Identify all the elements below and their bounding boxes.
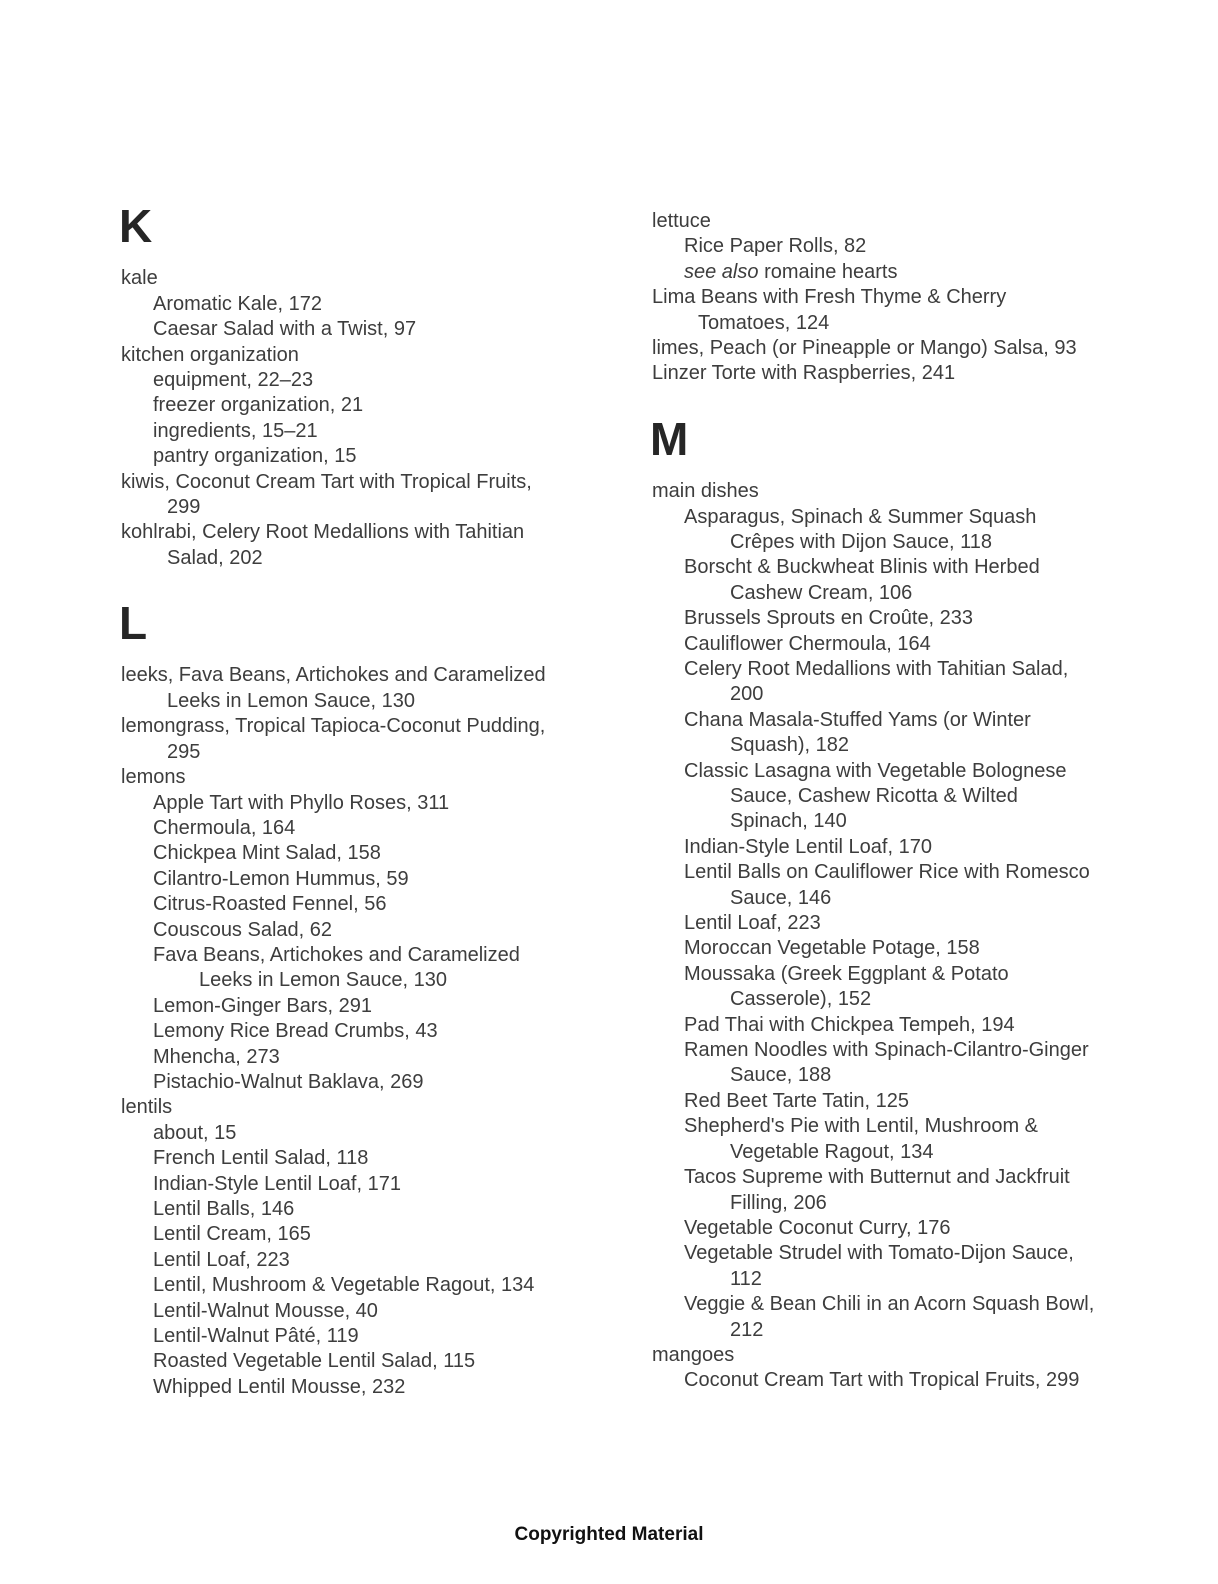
index-subentry: Couscous Salad, 62 xyxy=(153,918,333,941)
index-subentry: Roasted Vegetable Lentil Salad, 115 xyxy=(153,1350,476,1373)
index-subentry: Caesar Salad with a Twist, 97 xyxy=(153,318,417,341)
index-subentry: Rice Paper Rolls, 82 xyxy=(684,235,867,258)
index-subentry: Chermoula, 164 xyxy=(153,816,296,839)
index-subentry: Asparagus, Spinach & Summer Squash Crêpes with Dijon Sauce, 118 xyxy=(684,505,1037,553)
index-subentry: Lentil Balls, 146 xyxy=(153,1198,295,1220)
index-entry: lemons xyxy=(121,766,186,789)
index-subentry: Chana Masala-Stuffed Yams (or Winter Squash), 182 xyxy=(684,708,1031,757)
index-subentry: Fava Beans, Artichokes and Caramelized Leeks in Lemon Sauce, 130 xyxy=(153,943,520,992)
index-subentry: pantry organization, 15 xyxy=(153,445,357,468)
index-subentry: Mhencha, 273 xyxy=(153,1045,280,1068)
index-subentry: Tacos Supreme with Butternut and Jackfruit Filling, 206 xyxy=(684,1166,1070,1214)
index-subentry: Red Beet Tarte Tatin, 125 xyxy=(684,1089,909,1112)
index-subentry: Shepherd's Pie with Lentil, Mushroom & Vegetable Ragout, 134 xyxy=(684,1115,1038,1163)
index-subentry: Lentil Loaf, 223 xyxy=(684,912,821,935)
section-letter-heading: L xyxy=(119,597,148,650)
index-subentry: Moussaka (Greek Eggplant & Potato Casserole), 152 xyxy=(684,962,1009,1011)
index-subentry: Pistachio-Walnut Baklava, 269 xyxy=(153,1070,424,1093)
index-subentry: French Lentil Salad, 118 xyxy=(153,1147,369,1170)
entry-text: romaine hearts xyxy=(764,260,898,283)
index-entry: lettuce xyxy=(652,210,711,232)
index-subentry: ingredients, 15–21 xyxy=(153,419,318,442)
index-subentry: Indian-Style Lentil Loaf, 170 xyxy=(684,835,932,858)
index-subentry: Vegetable Coconut Curry, 176 xyxy=(684,1216,951,1239)
index-subentry: Lentil Loaf, 223 xyxy=(153,1248,290,1271)
index-entry: Linzer Torte with Raspberries, 241 xyxy=(652,362,956,385)
left-column xyxy=(121,202,566,1400)
section-letter-heading: M xyxy=(650,412,689,465)
index-subentry: Celery Root Medallions with Tahitian Salad, 200 xyxy=(684,657,1069,706)
index-subentry: Apple Tart with Phyllo Roses, 311 xyxy=(153,791,450,814)
index-subentry: Lentil-Walnut Pâté, 119 xyxy=(153,1325,359,1348)
index-subentry: equipment, 22–23 xyxy=(153,368,314,391)
index-subentry: Vegetable Strudel with Tomato-Dijon Sauce, 112 xyxy=(684,1242,1074,1290)
index-subentry: Ramen Noodles with Spinach-Cilantro-Ginger Sauce, 188 xyxy=(684,1039,1089,1087)
index-subentry: Pad Thai with Chickpea Tempeh, 194 xyxy=(684,1013,1015,1036)
index-subentry: Whipped Lentil Mousse, 232 xyxy=(153,1375,406,1398)
index-entry: lemongrass, Tropical Tapioca-Coconut Pudding, 295 xyxy=(121,715,546,763)
index-subentry: Moroccan Vegetable Potage, 158 xyxy=(684,937,980,960)
index-entry: lentils xyxy=(121,1096,173,1119)
index-entry: Lima Beans with Fresh Thyme & Cherry Tomatoes, 124 xyxy=(652,286,1007,334)
index-entry: kitchen organization xyxy=(121,343,299,366)
index-entry: main dishes xyxy=(652,480,759,503)
index-subentry: Cilantro-Lemon Hummus, 59 xyxy=(153,867,409,890)
index-entry: mangoes xyxy=(652,1343,735,1366)
index-entry: kale xyxy=(121,267,158,290)
copyright-notice: Copyrighted Material xyxy=(514,1524,704,1545)
index-subentry: Borscht & Buckwheat Blinis with Herbed Cashew Cream, 106 xyxy=(684,556,1040,604)
index-subentry: Lemony Rice Bread Crumbs, 43 xyxy=(153,1020,438,1043)
index-entry: kiwis, Coconut Cream Tart with Tropical Fruits, 299 xyxy=(121,470,532,518)
index-subentry: Lentil, Mushroom & Vegetable Ragout, 134 xyxy=(153,1274,535,1297)
index-subentry: Brussels Sprouts en Croûte, 233 xyxy=(684,607,974,630)
index-subentry: Lentil-Walnut Mousse, 40 xyxy=(153,1299,378,1322)
index-entry: kohlrabi, Celery Root Medallions with Tahitian Salad, 202 xyxy=(121,521,525,569)
index-entry: leeks, Fava Beans, Artichokes and Caramelized Leeks in Lemon Sauce, 130 xyxy=(121,664,546,712)
index-subentry: freezer organization, 21 xyxy=(153,394,364,417)
index-subentry: Classic Lasagna with Vegetable Bolognese Sauce, Cashew Ricotta & Wilted Spinach, 140 xyxy=(684,759,1067,833)
index-subentry xyxy=(684,260,1097,285)
index-subentry: Citrus-Roasted Fennel, 56 xyxy=(153,893,387,916)
index-subentry: Cauliflower Chermoula, 164 xyxy=(684,632,931,655)
right-column xyxy=(652,202,1097,1394)
index-subentry: Coconut Cream Tart with Tropical Fruits, 299 xyxy=(684,1369,1080,1392)
index-subentry: about, 15 xyxy=(153,1121,237,1144)
index-entry: limes, Peach (or Pineapple or Mango) Salsa, 93 xyxy=(652,337,1077,360)
index-subentry: Veggie & Bean Chili in an Acorn Squash Bowl, 212 xyxy=(684,1293,1095,1341)
index-subentry: Indian-Style Lentil Loaf, 171 xyxy=(153,1172,401,1195)
index-subentry: Aromatic Kale, 172 xyxy=(153,292,322,315)
section-letter-heading: K xyxy=(119,200,153,252)
see-also-cross-reference: see also xyxy=(684,260,765,283)
index-subentry: Lemon-Ginger Bars, 291 xyxy=(153,994,373,1017)
index-subentry: Chickpea Mint Salad, 158 xyxy=(153,842,381,865)
index-subentry: Lentil Balls on Cauliflower Rice with Romesco Sauce, 146 xyxy=(684,861,1090,909)
index-subentry: Lentil Cream, 165 xyxy=(153,1223,311,1246)
